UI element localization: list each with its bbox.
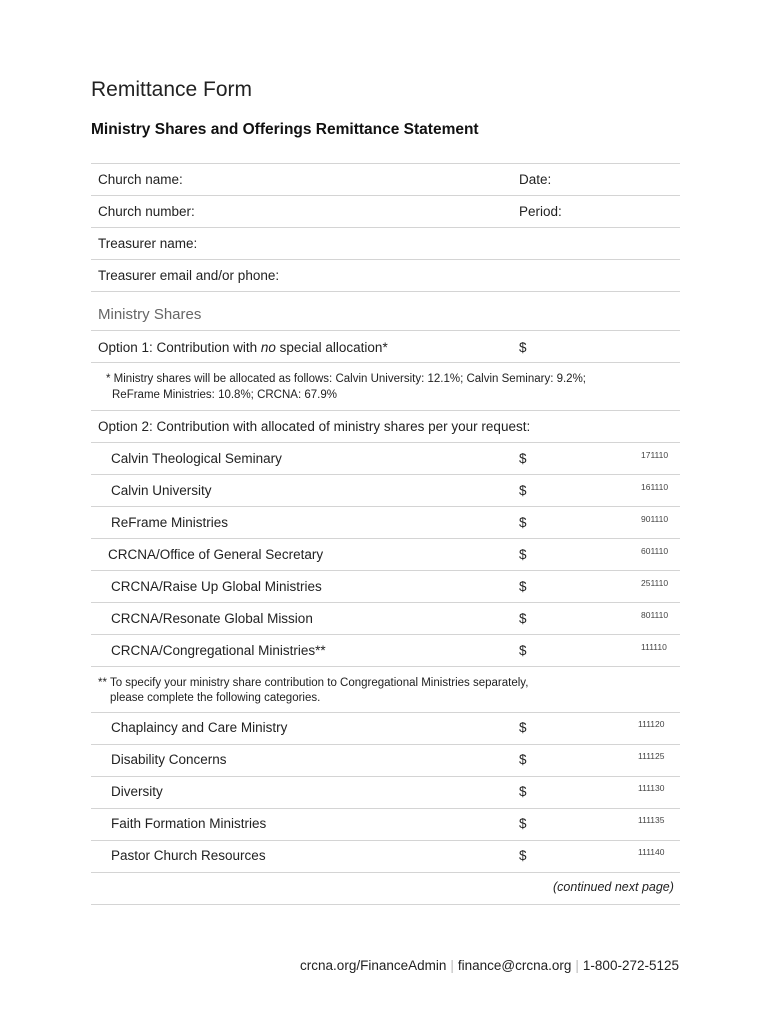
divider	[91, 808, 680, 809]
allocation-label: CRCNA/Raise Up Global Ministries	[111, 579, 322, 594]
account-code: 161110	[641, 482, 669, 492]
currency-sign: $	[519, 643, 527, 658]
option2-label: Option 2: Contribution with allocated of ministry shares per your request:	[98, 419, 531, 434]
currency-sign: $	[519, 547, 527, 562]
congregational-note-line2: please complete the following categories.	[110, 692, 321, 704]
currency-sign: $	[519, 611, 527, 626]
congregational-note-line1: ** To specify your ministry share contribution to Congregational Ministries separately,	[98, 677, 529, 689]
divider	[91, 570, 680, 571]
church-number-label: Church number:	[98, 204, 195, 219]
treasurer-contact-label: Treasurer email and/or phone:	[98, 268, 280, 283]
divider	[91, 195, 680, 196]
currency-sign: $	[519, 816, 527, 831]
form-subtitle: Ministry Shares and Offerings Remittance Statement	[91, 121, 479, 138]
account-code: 111135	[638, 815, 665, 825]
allocation-label: CRCNA/Office of General Secretary	[108, 547, 324, 562]
allocation-label: Calvin Theological Seminary	[111, 451, 282, 466]
currency-sign: $	[519, 752, 527, 767]
allocation-note-line2: ReFrame Ministries: 10.8%; CRCNA: 67.9%	[112, 389, 337, 401]
form-title: Remittance Form	[91, 78, 253, 101]
divider	[91, 872, 680, 873]
divider	[91, 712, 680, 713]
option1-currency: $	[519, 340, 527, 355]
footer-separator: |	[450, 958, 454, 973]
allocation-label: CRCNA/Congregational Ministries**	[111, 643, 326, 658]
divider	[91, 410, 680, 411]
account-code: 111140	[638, 847, 665, 857]
currency-sign: $	[519, 848, 527, 863]
currency-sign: $	[519, 579, 527, 594]
divider	[91, 259, 680, 260]
account-code: 601110	[641, 546, 669, 556]
allocation-label: Calvin University	[111, 483, 212, 498]
allocation-label: CRCNA/Resonate Global Mission	[111, 611, 313, 626]
category-label: Disability Concerns	[111, 752, 227, 767]
church-name-label: Church name:	[98, 172, 183, 187]
category-label: Faith Formation Ministries	[111, 816, 267, 831]
allocation-label: ReFrame Ministries	[111, 515, 229, 530]
account-code: 901110	[641, 514, 669, 524]
footer-email-link[interactable]: finance@crcna.org	[457, 958, 572, 973]
period-label: Period:	[519, 204, 562, 219]
account-code: 111110	[641, 642, 667, 652]
divider	[91, 538, 680, 539]
currency-sign: $	[519, 784, 527, 799]
currency-sign: $	[519, 720, 527, 735]
category-label: Diversity	[111, 784, 163, 799]
divider	[91, 744, 680, 745]
divider	[91, 602, 680, 603]
footer-phone: 1-800-272-5125	[582, 958, 679, 973]
treasurer-name-label: Treasurer name:	[98, 236, 198, 251]
footer-separator: |	[575, 958, 579, 973]
divider	[91, 330, 680, 331]
category-label: Chaplaincy and Care Ministry	[111, 720, 288, 735]
page-footer	[300, 958, 679, 973]
currency-sign: $	[519, 515, 527, 530]
allocation-note-line1: * Ministry shares will be allocated as follows: Calvin University: 12.1%; Calvin Seminary: 9.2%;	[106, 373, 586, 385]
account-code: 171110	[641, 450, 669, 460]
divider	[91, 840, 680, 841]
category-label: Pastor Church Resources	[111, 848, 266, 863]
divider	[91, 666, 680, 667]
divider	[91, 506, 680, 507]
divider	[91, 474, 680, 475]
continued-note: (continued next page)	[553, 880, 674, 894]
account-code: 111125	[638, 751, 665, 761]
account-code: 111130	[638, 783, 665, 793]
divider	[91, 776, 680, 777]
divider	[91, 904, 680, 905]
divider	[91, 362, 680, 363]
ministry-shares-heading: Ministry Shares	[98, 306, 202, 323]
currency-sign: $	[519, 451, 527, 466]
divider	[91, 227, 680, 228]
account-code: 801110	[641, 610, 669, 620]
currency-sign: $	[519, 483, 527, 498]
account-code: 251110	[641, 578, 669, 588]
account-code: 111120	[638, 719, 665, 729]
option1-label: Option 1: Contribution with no special allocation*	[98, 340, 388, 355]
divider	[91, 634, 680, 635]
divider	[91, 163, 680, 164]
footer-website-link[interactable]: crcna.org/FinanceAdmin	[300, 958, 447, 973]
divider	[91, 291, 680, 292]
date-label: Date:	[519, 172, 552, 187]
divider	[91, 442, 680, 443]
